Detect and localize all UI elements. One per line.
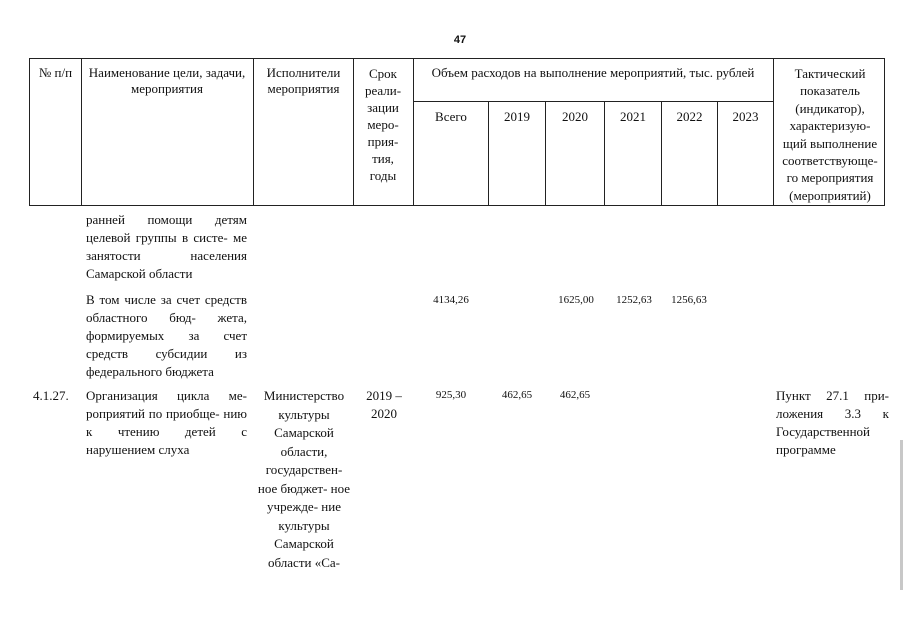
header-executors: Исполнители мероприятия [266, 65, 341, 96]
subrow-total: 4134,26 [433, 294, 469, 306]
col-line-10 [773, 58, 774, 206]
header-2022: 2022 [676, 109, 703, 124]
scan-edge-mark [900, 440, 903, 590]
col-line-4 [413, 58, 414, 206]
table-top-border [29, 58, 884, 59]
col-line-11 [884, 58, 885, 206]
col-line-1 [81, 58, 82, 206]
row-total: 925,30 [435, 389, 467, 401]
continuation-text: ранней помощи детям целевой группы в систе- ме занятости населения Самарской области [86, 212, 247, 281]
row-2020: 462,65 [559, 389, 591, 401]
header-num: № п/п [38, 65, 73, 80]
subrow-name: В том числе за счет средств областного бюд- жета, формируемых за счет средств субсидии из федерального бюджета [86, 292, 247, 379]
row-term: 2019 – 2020 [366, 388, 402, 421]
header-2020: 2020 [562, 109, 588, 124]
header-2021: 2021 [620, 109, 646, 124]
row-name: Организация цикла ме- роприятий по приобще- нию к чтению детей с нарушением слуха [86, 388, 247, 457]
subrow-2022: 1256,63 [671, 294, 707, 306]
row-2019: 462,65 [501, 389, 533, 401]
col-line-3 [353, 58, 354, 206]
header-2023: 2023 [732, 109, 759, 124]
header-total: Всего [435, 109, 467, 124]
subrow-2021: 1252,63 [616, 294, 652, 306]
header-volume: Объем расходов на выполнение мероприятий, тыс. рублей [431, 65, 755, 80]
header-name: Наименование цели, задачи, мероприятия [88, 65, 246, 96]
years-divider-line [413, 101, 773, 102]
row-executors: Министерство культуры Самарской области, государствен- ное бюджет- ное учрежде- ние культуры Самарской области «Са- [257, 388, 351, 570]
header-bottom-border [29, 205, 884, 206]
row-indicator: Пункт 27.1 при- ложения 3.3 к Государственной программе [776, 388, 889, 457]
row-number: 4.1.27. [33, 388, 69, 403]
subrow-2020: 1625,00 [558, 294, 594, 306]
page-number: 47 [453, 34, 467, 46]
header-2019: 2019 [504, 109, 530, 124]
header-indicator: Тактический показатель (индикатор), характеризую- щий выполнение соответствующе- го мероприятия (мероприятий) [782, 66, 878, 203]
header-term: Срок реали- зации меро- прия- тия, годы [364, 66, 402, 183]
col-line-2 [253, 58, 254, 206]
